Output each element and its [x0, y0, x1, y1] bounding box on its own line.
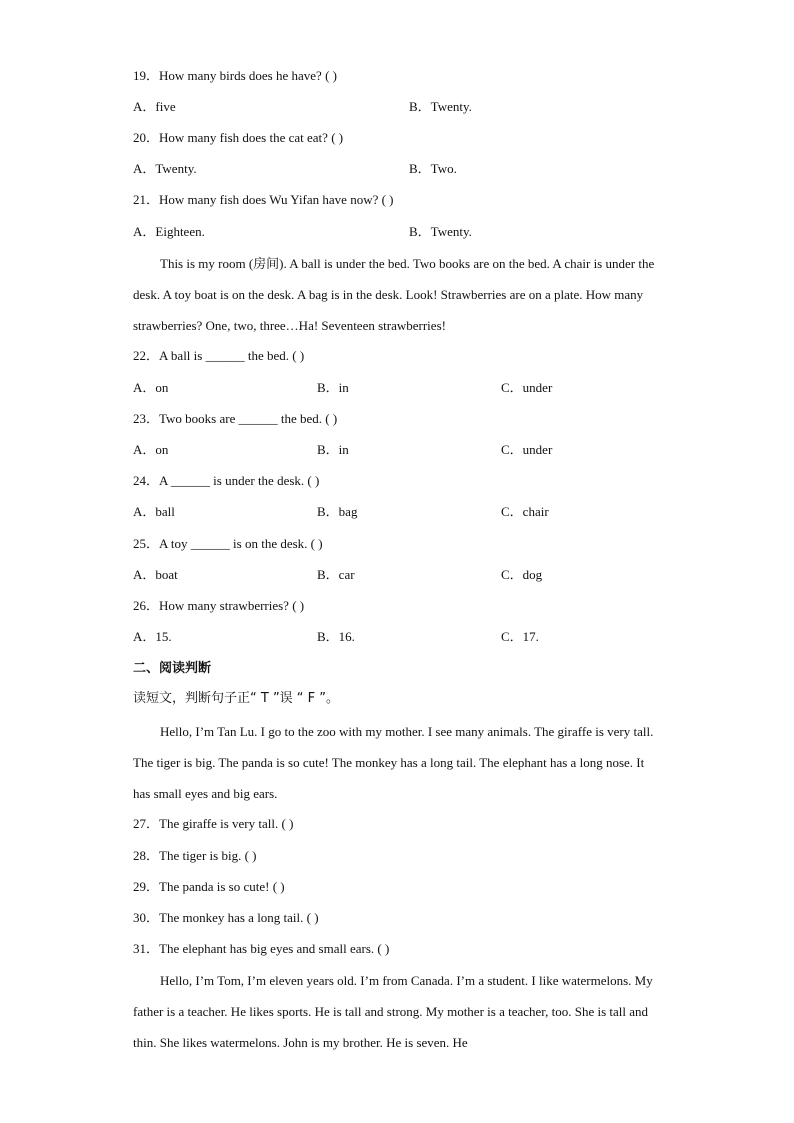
tf-question-28: 28．The tiger is big. ( ) — [133, 848, 257, 863]
section-instruction: 读短文，判断句子正“ T ”误 “ F ”。 — [133, 691, 340, 706]
question-24: 24．A ______ is under the desk. ( ) — [133, 473, 320, 488]
option-23-c: C．under — [501, 442, 553, 457]
question-19: 19．How many birds does he have? ( ) — [133, 68, 337, 83]
option-20-b: B．Two. — [409, 161, 457, 176]
option-19-a: A．five — [133, 99, 176, 114]
option-23-b: B．in — [317, 442, 349, 457]
option-24-c: C．chair — [501, 504, 549, 519]
option-21-a: A．Eighteen. — [133, 224, 205, 239]
option-20-a: A．Twenty. — [133, 161, 197, 176]
question-22: 22．A ball is ______ the bed. ( ) — [133, 348, 305, 363]
option-23-a: A．on — [133, 442, 169, 457]
question-25: 25．A toy ______ is on the desk. ( ) — [133, 536, 323, 551]
option-22-c: C．under — [501, 380, 553, 395]
question-26: 26．How many strawberries? ( ) — [133, 598, 305, 613]
option-26-b: B．16. — [317, 629, 355, 644]
tf-question-27: 27．The giraffe is very tall. ( ) — [133, 816, 294, 831]
tf-question-29: 29．The panda is so cute! ( ) — [133, 879, 285, 894]
option-25-a: A．boat — [133, 567, 178, 582]
tf-question-31: 31．The elephant has big eyes and small ears. ( ) — [133, 941, 390, 956]
option-24-a: A．ball — [133, 504, 175, 519]
question-23: 23．Two books are ______ the bed. ( ) — [133, 411, 338, 426]
option-26-c: C．17. — [501, 629, 539, 644]
option-19-b: B．Twenty. — [409, 99, 472, 114]
option-22-a: A．on — [133, 380, 169, 395]
option-22-b: B．in — [317, 380, 349, 395]
option-24-b: B．bag — [317, 504, 358, 519]
option-25-b: B．car — [317, 567, 355, 582]
passage-zoo: Hello, I’m Tan Lu. I go to the zoo with my mother. I see many animals. The giraffe is very tall. The tiger is big. The panda is so cute! The monkey has a long tail. The elephant has a long nose. It has small eyes and big ears. — [133, 724, 654, 802]
question-21: 21．How many fish does Wu Yifan have now? ( ) — [133, 192, 394, 207]
passage-tom: Hello, I’m Tom, I’m eleven years old. I’m from Canada. I’m a student. I like watermelons. My father is a teacher. He likes sports. He is tall and strong. My mother is a teacher, too. She is tall and thin. She likes watermelons. John is my brother. He is seven. He — [133, 973, 653, 1051]
passage-room: This is my room (房间). A ball is under the bed. Two books are on the bed. A chair is under the desk. A toy boat is on the desk. A bag is in the desk. Look! Strawberries are on a plate. How many strawberries? One, two, three…Ha! Seventeen strawberries! — [133, 256, 655, 334]
tf-question-30: 30．The monkey has a long tail. ( ) — [133, 910, 319, 925]
section-title: 二、阅读判断 — [133, 661, 212, 676]
option-26-a: A．15. — [133, 629, 172, 644]
question-20: 20．How many fish does the cat eat? ( ) — [133, 130, 344, 145]
option-25-c: C．dog — [501, 567, 543, 582]
option-21-b: B．Twenty. — [409, 224, 472, 239]
